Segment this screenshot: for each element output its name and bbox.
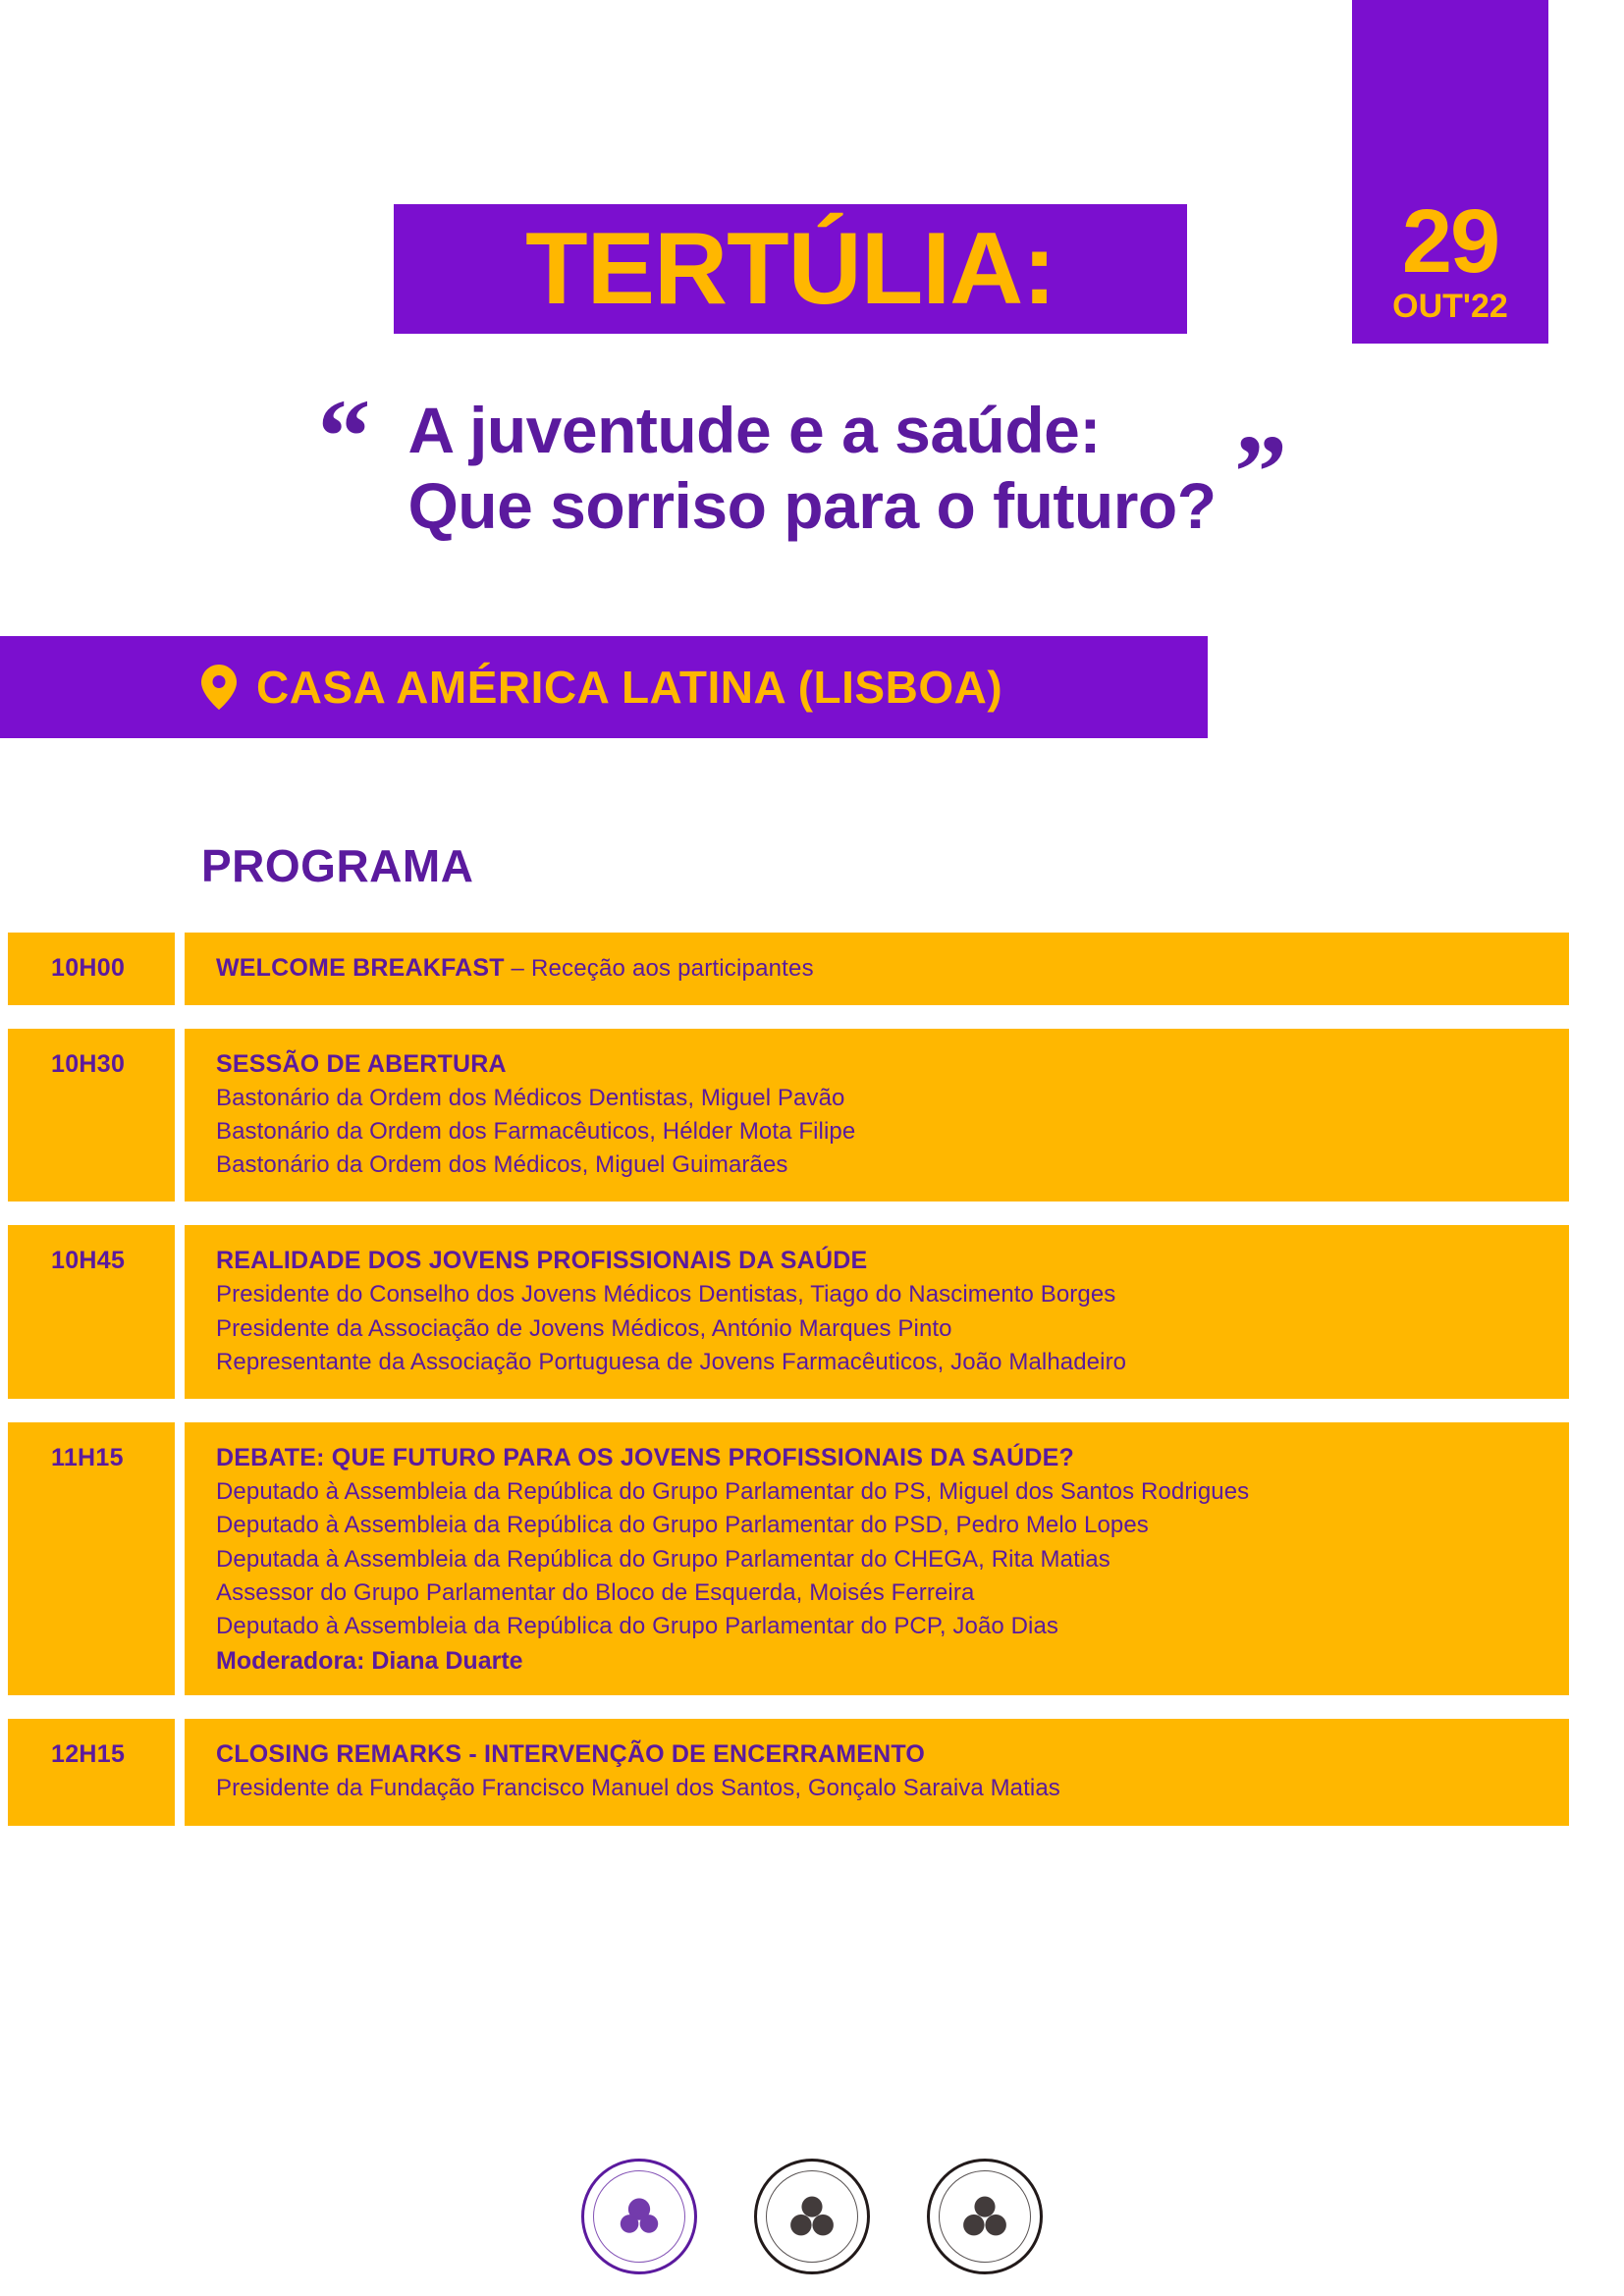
program-row-title xyxy=(216,1245,1540,1278)
program-row-title-bold: CLOSING REMARKS - INTERVENÇÃO DE ENCERRAMENTO xyxy=(216,1740,926,1769)
logo-row xyxy=(0,2159,1624,2274)
program-row-speaker: Bastonário da Ordem dos Farmacêuticos, Hélder Mota Filipe xyxy=(216,1117,856,1145)
location-pin-icon xyxy=(201,665,237,710)
ordem-dos-medicos-dentistas-logo xyxy=(927,2159,1043,2274)
program-row-speaker: Deputado à Assembleia da República do Grupo Parlamentar do PSD, Pedro Melo Lopes xyxy=(216,1512,1149,1539)
program-schedule xyxy=(8,933,1569,1849)
logo-emblem-icon xyxy=(954,2186,1015,2247)
quote-open-icon: “ xyxy=(317,379,370,496)
program-row-speaker: Deputado à Assembleia da República do Grupo Parlamentar do PCP, João Dias xyxy=(216,1613,1059,1640)
program-row-time: 10H30 xyxy=(8,1029,175,1202)
program-row-title-bold: SESSÃO DE ABERTURA xyxy=(216,1049,507,1078)
quote-close-icon: ” xyxy=(1234,414,1287,532)
program-row xyxy=(8,1029,1569,1202)
program-row-speaker: Bastonário da Ordem dos Médicos Dentistas, Miguel Pavão xyxy=(216,1084,845,1111)
venue-banner xyxy=(0,636,1208,738)
program-row-speaker: Representante da Associação Portuguesa de Jovens Farmacêuticos, João Malhadeiro xyxy=(216,1348,1127,1375)
date-month: OUT'22 xyxy=(1392,288,1508,325)
subtitle xyxy=(317,379,1287,544)
program-row-title-bold: DEBATE: QUE FUTURO PARA OS JOVENS PROFISSIONAIS DA SAÚDE? xyxy=(216,1444,1074,1472)
program-row-title xyxy=(216,1048,1540,1082)
subtitle-block xyxy=(0,379,1624,544)
ordem-dos-medicos-logo xyxy=(754,2159,870,2274)
program-row-time: 12H15 xyxy=(8,1719,175,1825)
program-row-speaker: Presidente do Conselho dos Jovens Médicos Dentistas, Tiago do Nascimento Borges xyxy=(216,1281,1116,1308)
venue-label: CASA AMÉRICA LATINA (LISBOA) xyxy=(256,662,1003,713)
program-row-details xyxy=(185,933,1569,1005)
program-row-moderator: Moderadora: Diana Duarte xyxy=(216,1647,523,1676)
program-row xyxy=(8,1225,1569,1399)
program-row-details xyxy=(185,1719,1569,1825)
ordem-dos-farmaceuticos-logo xyxy=(581,2159,697,2274)
program-row-speaker: Presidente da Associação de Jovens Médicos, António Marques Pinto xyxy=(216,1314,952,1342)
program-row-title xyxy=(216,1738,1540,1772)
program-row-title-bold: WELCOME BREAKFAST xyxy=(216,954,505,982)
program-row-time: 10H45 xyxy=(8,1225,175,1399)
title-banner xyxy=(394,204,1187,334)
program-row-speaker: Presidente da Fundação Francisco Manuel dos Santos, Gonçalo Saraiva Matias xyxy=(216,1775,1060,1802)
program-heading: PROGRAMA xyxy=(201,840,474,891)
program-row xyxy=(8,933,1569,1005)
program-row-details xyxy=(185,1225,1569,1399)
program-row-title-normal: – Receção aos participantes xyxy=(504,955,814,982)
subtitle-line-1: A juventude e a saúde: xyxy=(407,394,1101,466)
program-row-time: 11H15 xyxy=(8,1422,175,1695)
logo-emblem-icon xyxy=(609,2186,670,2247)
program-row-details xyxy=(185,1029,1569,1202)
program-row xyxy=(8,1422,1569,1695)
program-row-speaker: Assessor do Grupo Parlamentar do Bloco de Esquerda, Moisés Ferreira xyxy=(216,1578,975,1606)
program-row-details xyxy=(185,1422,1569,1695)
date-day: 29 xyxy=(1401,191,1499,293)
program-row-title-bold: REALIDADE DOS JOVENS PROFISSIONAIS DA SAÚDE xyxy=(216,1247,868,1275)
program-row-speaker: Bastonário da Ordem dos Médicos, Miguel Guimarães xyxy=(216,1151,788,1179)
venue-inner xyxy=(201,661,1002,714)
program-row-title xyxy=(216,952,1540,986)
subtitle-line-2: Que sorriso para o futuro? xyxy=(407,469,1217,543)
logo-emblem-icon xyxy=(782,2186,842,2247)
program-row-time: 10H00 xyxy=(8,933,175,1005)
page-title: TERTÚLIA: xyxy=(525,212,1056,326)
date-badge xyxy=(1352,0,1548,344)
program-row-speaker: Deputada à Assembleia da República do Grupo Parlamentar do CHEGA, Rita Matias xyxy=(216,1545,1110,1573)
program-row-speaker: Deputado à Assembleia da República do Grupo Parlamentar do PS, Miguel dos Santos Rodrigues xyxy=(216,1477,1250,1505)
program-row xyxy=(8,1719,1569,1825)
program-row-title xyxy=(216,1442,1540,1475)
